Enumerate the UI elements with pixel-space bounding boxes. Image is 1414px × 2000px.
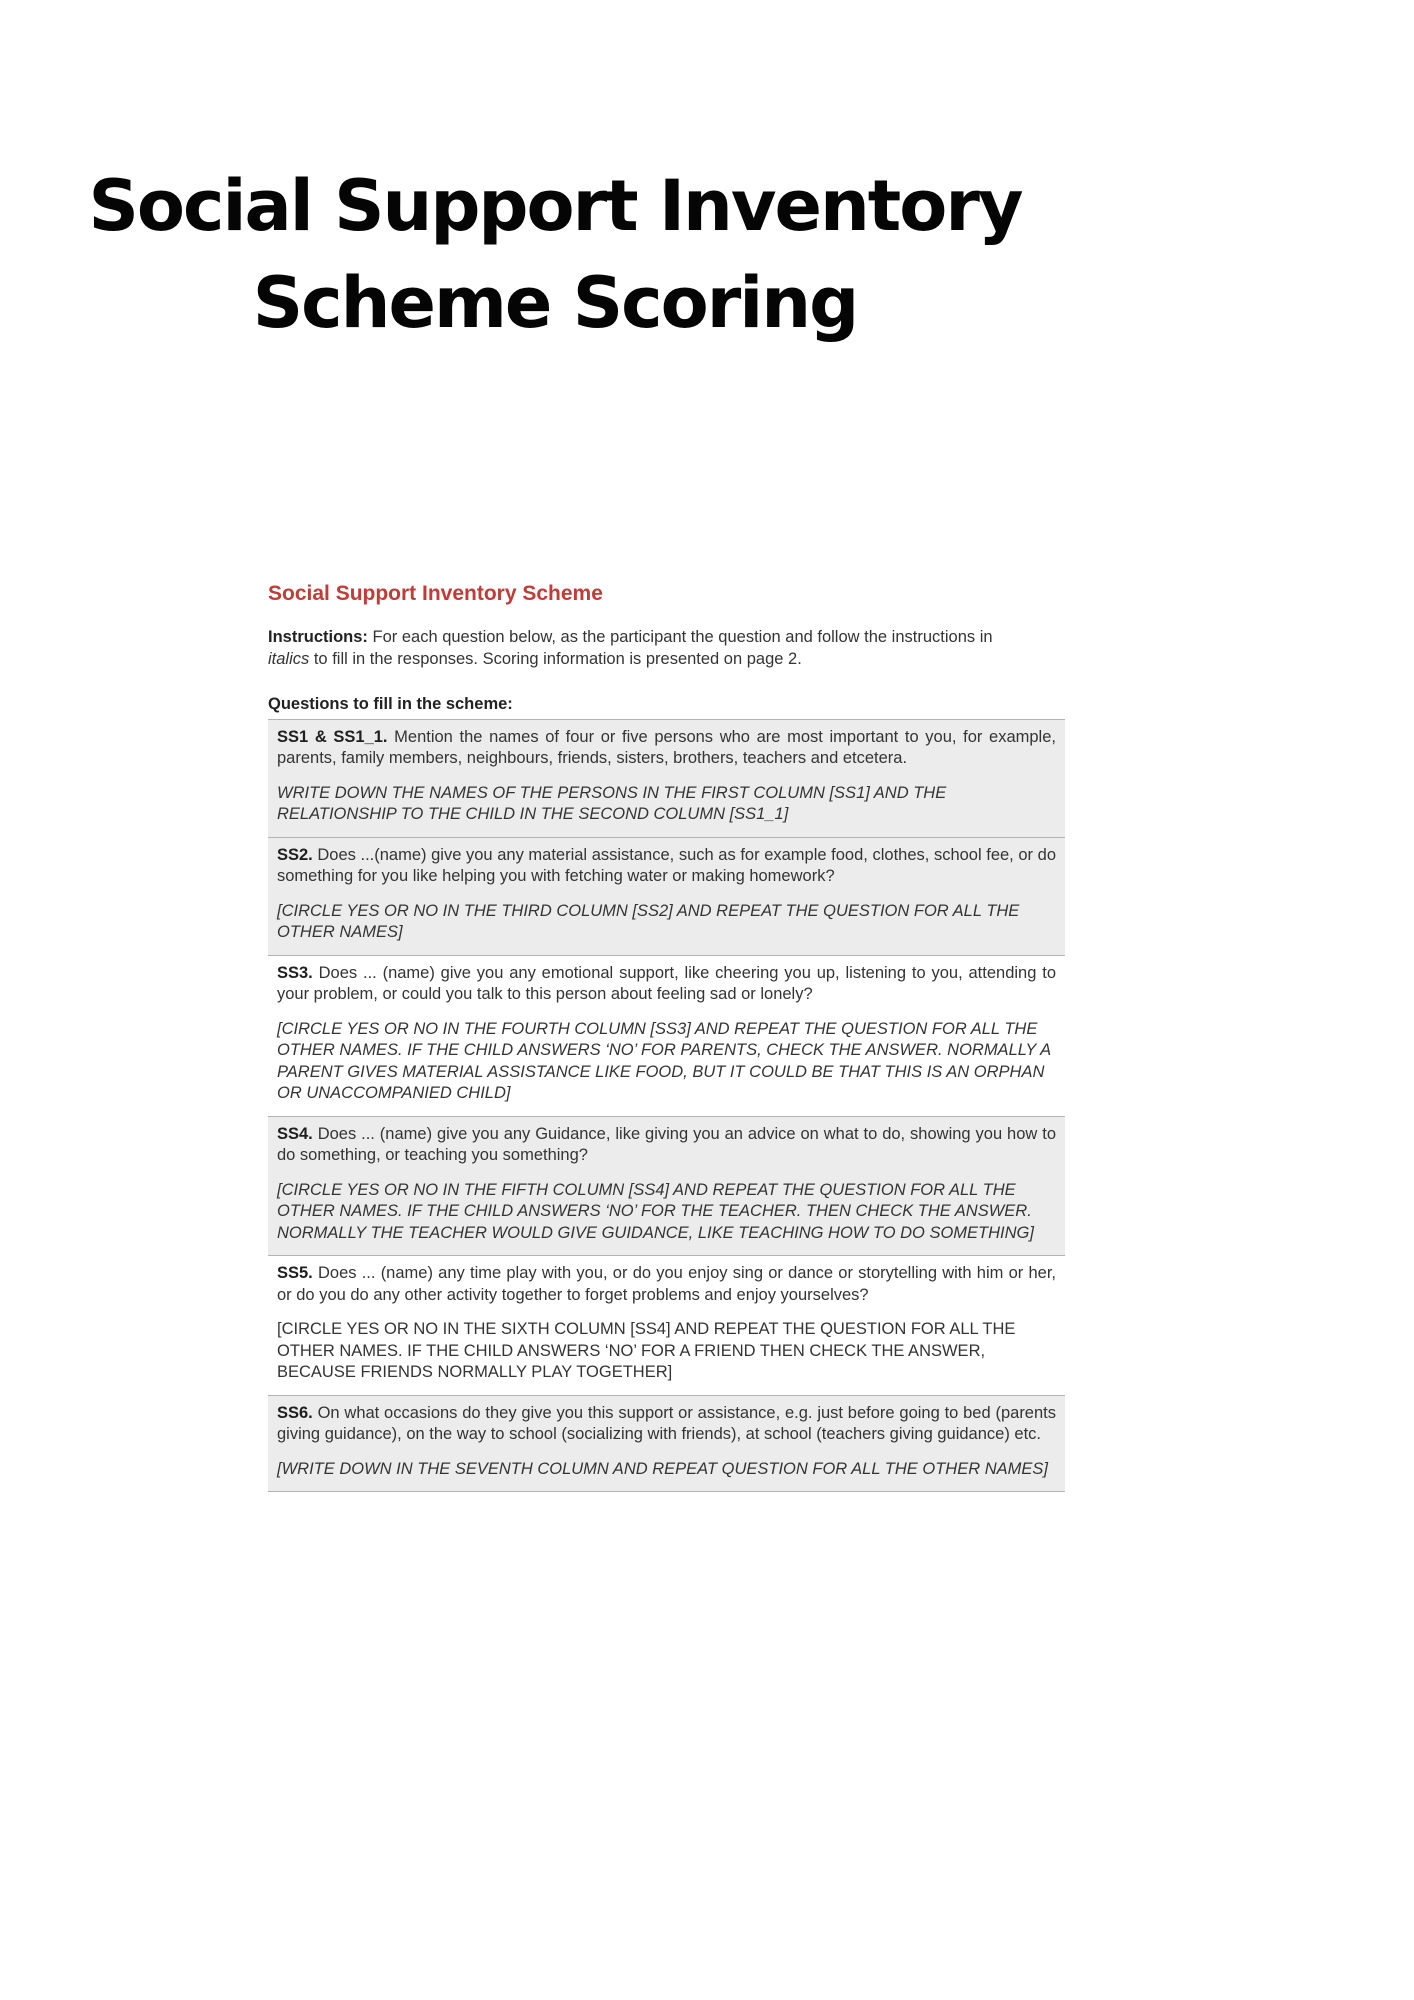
question-row-ss5 [268, 1255, 1065, 1395]
question-body-ss5: Does ... (name) any time play with you, or do you enjoy sing or dance or storytelling with him or her, or do you do any other activity together to forget problems and enjoy yourselves? [277, 1264, 1056, 1304]
question-id-ss4: SS4. [277, 1124, 313, 1143]
interviewer-instruction-ss1: WRITE DOWN THE NAMES OF THE PERSONS IN THE FIRST COLUMN [SS1] AND THE RELATIONSHIP TO THE CHILD IN THE SECOND COLUMN [SS1_1] [277, 783, 947, 823]
question-id-ss6: SS6. [277, 1403, 313, 1422]
question-text-ss6 [277, 1403, 1056, 1446]
question-row-ss4 [268, 1116, 1065, 1256]
questions-table [268, 719, 1065, 1493]
interviewer-instruction-ss3: [CIRCLE YES OR NO IN THE FOURTH COLUMN [SS3] AND REPEAT THE QUESTION FOR ALL THE OTHER NAMES. IF THE CHILD ANSWERS ‘NO’ FOR PARENTS, CHECK THE ANSWER. NORMALLY A PARENT GIVES MATERIAL ASSISTANCE LIKE FOOD, BUT IT COULD BE THAT THIS IS AN ORPHAN OR UNACCOMPANIED CHILD] [277, 1019, 1051, 1102]
question-text-ss5 [277, 1263, 1056, 1306]
cover-title-line-1: Social Support Inventory [88, 165, 1022, 247]
question-text-ss1 [277, 727, 1056, 770]
interviewer-instruction-ss5: [CIRCLE YES OR NO IN THE SIXTH COLUMN [SS4] AND REPEAT THE QUESTION FOR ALL THE OTHER NAMES. IF THE CHILD ANSWERS ‘NO’ FOR A FRIEND THEN CHECK THE ANSWER, BECAUSE FRIENDS NORMALLY PLAY TOGETHER] [277, 1320, 1016, 1381]
interviewer-instruction-ss4: [CIRCLE YES OR NO IN THE FIFTH COLUMN [SS4] AND REPEAT THE QUESTION FOR ALL THE OTHER NAMES. IF THE CHILD ANSWERS ‘NO’ FOR THE TEACHER. THEN CHECK THE ANSWER. NORMALLY THE TEACHER WOULD GIVE GUIDANCE, LIKE TEACHING HOW TO DO SOMETHING] [277, 1180, 1034, 1242]
question-row-ss1 [268, 719, 1065, 837]
question-text-ss4 [277, 1124, 1056, 1167]
instructions-label: Instructions: [268, 628, 368, 646]
cover-title-line-2: Scheme Scoring [252, 262, 858, 344]
interviewer-instruction-ss6: [WRITE DOWN IN THE SEVENTH COLUMN AND REPEAT QUESTION FOR ALL THE OTHER NAMES] [277, 1459, 1048, 1478]
question-id-ss3: SS3. [277, 963, 313, 982]
document-heading: Social Support Inventory Scheme [268, 582, 603, 605]
question-text-ss2 [277, 845, 1056, 888]
question-id-ss2: SS2. [277, 845, 313, 864]
instructions-italic-word: italics [268, 649, 310, 668]
question-body-ss6: On what occasions do they give you this support or assistance, e.g. just before going to bed (parents giving guidance), on the way to school (socializing with friends), at school (teachers giving guidance) etc. [277, 1403, 1056, 1443]
question-id-ss5: SS5. [277, 1264, 313, 1282]
question-body-ss3: Does ... (name) give you any emotional support, like cheering you up, listening to you, attending to your problem, or could you talk to this person about feeling sad or lonely? [277, 963, 1056, 1003]
instructions-paragraph [268, 627, 1018, 670]
question-body-ss4: Does ... (name) give you any Guidance, like giving you an advice on what to do, showing you how to do something, or teaching you something? [277, 1124, 1056, 1164]
question-row-ss2 [268, 837, 1065, 955]
interviewer-instruction-ss2: [CIRCLE YES OR NO IN THE THIRD COLUMN [SS2] AND REPEAT THE QUESTION FOR ALL THE OTHER NAMES] [277, 901, 1020, 941]
question-text-ss3 [277, 963, 1056, 1006]
embedded-document [268, 581, 1065, 1492]
question-id-ss1: SS1 & SS1_1. [277, 727, 388, 746]
cover-title [0, 158, 1110, 352]
question-row-ss6 [268, 1395, 1065, 1492]
instructions-text-after: to fill in the responses. Scoring information is presented on page 2. [309, 649, 802, 668]
questions-section-header: Questions to fill in the scheme: [268, 695, 513, 713]
question-body-ss1: Mention the names of four or five persons who are most important to you, for example, parents, family members, neighbours, friends, sisters, brothers, teachers and etcetera. [277, 727, 1056, 767]
question-row-ss3 [268, 955, 1065, 1116]
question-body-ss2: Does ...(name) give you any material assistance, such as for example food, clothes, school fee, or do something for you like helping you with fetching water or making homework? [277, 845, 1056, 885]
instructions-text-before: For each question below, as the participant the question and follow the instructions in [367, 628, 993, 646]
